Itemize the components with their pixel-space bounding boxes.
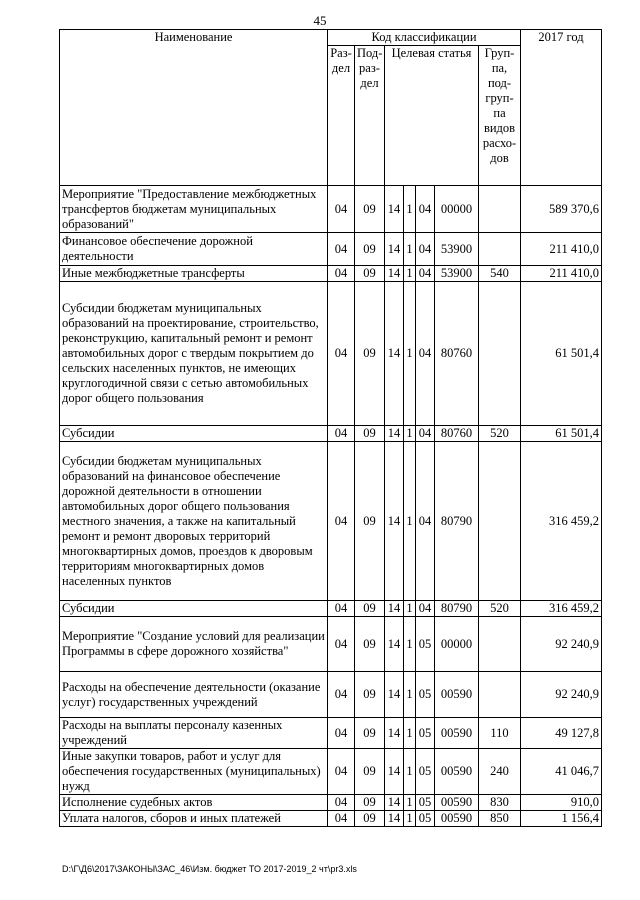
row-subsection: 09	[355, 442, 385, 601]
table-row	[60, 186, 602, 233]
budget-table	[59, 29, 602, 827]
row-subsection: 09	[355, 811, 385, 827]
row-subsection: 09	[355, 601, 385, 617]
row-subsection: 09	[355, 233, 385, 266]
row-expense-group	[479, 442, 521, 601]
row-target-event: 04	[416, 601, 435, 617]
table-row	[60, 282, 602, 426]
row-target-program: 14	[385, 718, 404, 749]
table-row	[60, 811, 602, 827]
table-row	[60, 672, 602, 718]
row-expense-group: 520	[479, 426, 521, 442]
row-target-program: 14	[385, 186, 404, 233]
header-subsection: Под- раз- дел	[355, 46, 385, 186]
row-section: 04	[328, 266, 355, 282]
row-subsection: 09	[355, 282, 385, 426]
row-target-subprogram: 1	[404, 266, 416, 282]
row-name: Мероприятие "Создание условий для реализации Программы в сфере дорожного хозяйства"	[60, 617, 328, 672]
row-target-subprogram: 1	[404, 795, 416, 811]
row-target-event: 04	[416, 426, 435, 442]
file-path-footer: D:\Г\Д6\2017\ЗАКОНЫ\ЗАС_46\Изм. бюджет ТО 2017-2019_2 чт\pr3.xls	[62, 864, 357, 874]
table-row	[60, 749, 602, 795]
row-target-program: 14	[385, 442, 404, 601]
row-expense-group: 520	[479, 601, 521, 617]
row-target-direction: 00590	[435, 749, 479, 795]
row-expense-group: 850	[479, 811, 521, 827]
row-section: 04	[328, 601, 355, 617]
row-target-direction: 00590	[435, 672, 479, 718]
header-section: Раз- дел	[328, 46, 355, 186]
row-target-subprogram: 1	[404, 186, 416, 233]
row-target-direction: 80760	[435, 426, 479, 442]
header-year: 2017 год	[521, 30, 602, 186]
row-target-program: 14	[385, 266, 404, 282]
header-group: Груп- па, под- груп- па видов расхо- дов	[479, 46, 521, 186]
row-name: Мероприятие "Предоставление межбюджетных трансфертов бюджетам муниципальных образований"	[60, 186, 328, 233]
row-target-event: 04	[416, 266, 435, 282]
row-target-program: 14	[385, 601, 404, 617]
row-target-event: 05	[416, 672, 435, 718]
row-name: Субсидии	[60, 601, 328, 617]
row-target-program: 14	[385, 617, 404, 672]
table-row	[60, 601, 602, 617]
row-target-event: 04	[416, 233, 435, 266]
row-target-subprogram: 1	[404, 233, 416, 266]
row-name: Иные межбюджетные трансферты	[60, 266, 328, 282]
row-name: Иные закупки товаров, работ и услуг для обеспечения государственных (муниципальных) нужд	[60, 749, 328, 795]
row-section: 04	[328, 233, 355, 266]
row-section: 04	[328, 282, 355, 426]
row-subsection: 09	[355, 186, 385, 233]
row-amount: 910,0	[521, 795, 602, 811]
row-amount: 92 240,9	[521, 672, 602, 718]
row-amount: 211 410,0	[521, 233, 602, 266]
table-row	[60, 617, 602, 672]
row-target-subprogram: 1	[404, 601, 416, 617]
row-amount: 589 370,6	[521, 186, 602, 233]
row-section: 04	[328, 186, 355, 233]
row-target-event: 04	[416, 186, 435, 233]
row-target-subprogram: 1	[404, 282, 416, 426]
row-target-subprogram: 1	[404, 718, 416, 749]
row-target-subprogram: 1	[404, 749, 416, 795]
row-expense-group: 830	[479, 795, 521, 811]
row-amount: 61 501,4	[521, 282, 602, 426]
row-name: Расходы на выплаты персоналу казенных учреждений	[60, 718, 328, 749]
row-target-event: 05	[416, 795, 435, 811]
row-name: Уплата налогов, сборов и иных платежей	[60, 811, 328, 827]
row-section: 04	[328, 426, 355, 442]
row-subsection: 09	[355, 749, 385, 795]
row-target-subprogram: 1	[404, 442, 416, 601]
table-body	[60, 186, 602, 827]
table-row	[60, 795, 602, 811]
row-section: 04	[328, 811, 355, 827]
row-target-program: 14	[385, 282, 404, 426]
row-section: 04	[328, 672, 355, 718]
row-amount: 1 156,4	[521, 811, 602, 827]
row-subsection: 09	[355, 426, 385, 442]
table-row	[60, 718, 602, 749]
row-expense-group	[479, 186, 521, 233]
row-expense-group	[479, 617, 521, 672]
row-amount: 316 459,2	[521, 442, 602, 601]
row-target-direction: 00590	[435, 795, 479, 811]
row-subsection: 09	[355, 617, 385, 672]
row-target-program: 14	[385, 811, 404, 827]
table-row	[60, 233, 602, 266]
row-target-event: 04	[416, 282, 435, 426]
row-expense-group: 240	[479, 749, 521, 795]
row-target-event: 04	[416, 442, 435, 601]
row-subsection: 09	[355, 672, 385, 718]
row-target-event: 05	[416, 749, 435, 795]
row-expense-group	[479, 282, 521, 426]
row-target-program: 14	[385, 672, 404, 718]
row-subsection: 09	[355, 266, 385, 282]
header-target: Целевая статья	[385, 46, 479, 186]
row-name: Исполнение судебных актов	[60, 795, 328, 811]
row-expense-group: 540	[479, 266, 521, 282]
row-name: Субсидии бюджетам муниципальных образований на проектирование, строительство, реконструкцию, капитальный ремонт и ремонт автомобильных дорог с твердым покрытием до сельских населенных пунктов, не имеющих круглогодичной связи с сетью автомобильных дорог общего пользования	[60, 282, 328, 426]
row-target-direction: 00000	[435, 617, 479, 672]
row-section: 04	[328, 617, 355, 672]
row-target-program: 14	[385, 795, 404, 811]
row-target-subprogram: 1	[404, 617, 416, 672]
row-amount: 49 127,8	[521, 718, 602, 749]
header-name: Наименование	[60, 30, 328, 186]
row-target-event: 05	[416, 811, 435, 827]
row-target-direction: 80760	[435, 282, 479, 426]
row-target-program: 14	[385, 749, 404, 795]
row-target-direction: 53900	[435, 266, 479, 282]
row-name: Субсидии бюджетам муниципальных образований на финансовое обеспечение дорожной деятельности в отношении автомобильных дорог общего пользования местного значения, а также на капитальный ремонт и ремонт дворовых территорий многоквартирных домов, проездов к дворовым территориям многоквартирных домов населенных пунктов	[60, 442, 328, 601]
header-code: Код классификации	[328, 30, 521, 46]
row-expense-group	[479, 672, 521, 718]
row-section: 04	[328, 442, 355, 601]
row-amount: 41 046,7	[521, 749, 602, 795]
row-name: Расходы на обеспечение деятельности (оказание услуг) государственных учреждений	[60, 672, 328, 718]
row-target-direction: 80790	[435, 601, 479, 617]
row-target-direction: 00590	[435, 811, 479, 827]
row-section: 04	[328, 749, 355, 795]
row-amount: 211 410,0	[521, 266, 602, 282]
row-name: Субсидии	[60, 426, 328, 442]
row-amount: 92 240,9	[521, 617, 602, 672]
row-subsection: 09	[355, 795, 385, 811]
row-expense-group	[479, 233, 521, 266]
row-target-direction: 00590	[435, 718, 479, 749]
row-target-direction: 53900	[435, 233, 479, 266]
table-row	[60, 442, 602, 601]
table-row	[60, 266, 602, 282]
row-target-subprogram: 1	[404, 672, 416, 718]
row-target-direction: 80790	[435, 442, 479, 601]
row-target-subprogram: 1	[404, 811, 416, 827]
row-target-event: 05	[416, 718, 435, 749]
row-name: Финансовое обеспечение дорожной деятельности	[60, 233, 328, 266]
row-subsection: 09	[355, 718, 385, 749]
page-number: 45	[313, 13, 327, 28]
row-section: 04	[328, 795, 355, 811]
row-target-direction: 00000	[435, 186, 479, 233]
row-target-subprogram: 1	[404, 426, 416, 442]
row-target-program: 14	[385, 233, 404, 266]
row-section: 04	[328, 718, 355, 749]
row-amount: 61 501,4	[521, 426, 602, 442]
row-expense-group: 110	[479, 718, 521, 749]
row-target-program: 14	[385, 426, 404, 442]
row-target-event: 05	[416, 617, 435, 672]
row-amount: 316 459,2	[521, 601, 602, 617]
table-row	[60, 426, 602, 442]
